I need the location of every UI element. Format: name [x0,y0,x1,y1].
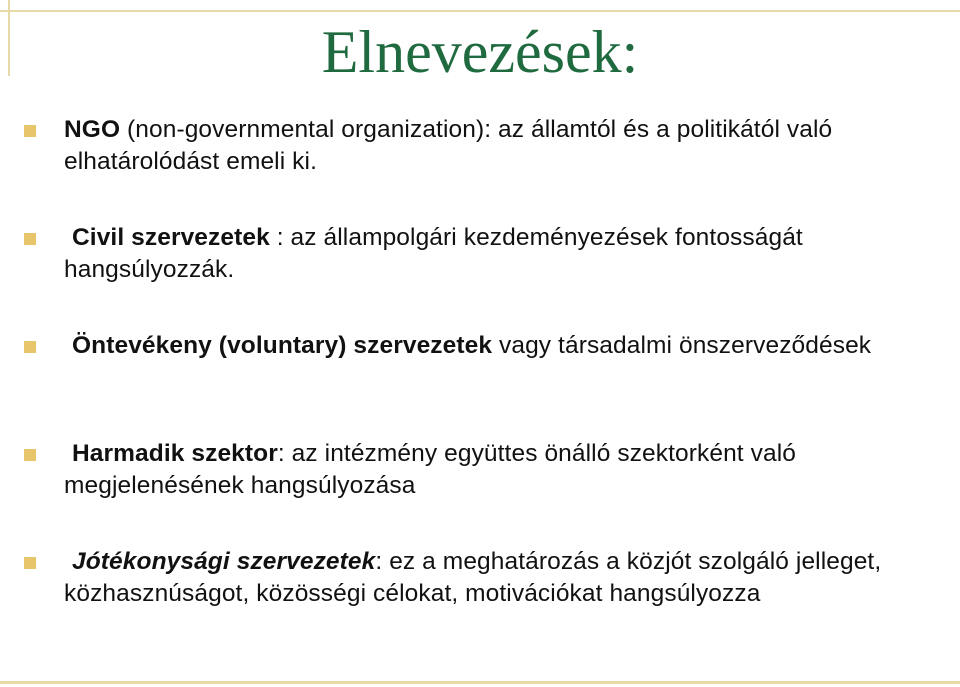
bullet-description: : az állampolgári kezdeményezések fontosságát hangsúlyozzák. [64,224,803,283]
square-bullet-icon [24,449,36,461]
bullet-term: Jótékonysági szervezetek [72,548,376,575]
square-bullet-icon [24,233,36,245]
bottom-decorative-rule [0,681,960,684]
bullet-text [64,546,944,610]
square-bullet-icon [24,341,36,353]
square-bullet-icon [24,557,36,569]
bullet-description: (non-governmental organization): az államtól és a politikától való elhatárolódást emeli ki. [64,116,833,175]
slide-title: Elnevezések: [321,19,639,85]
bullet-text [64,438,944,502]
top-decorative-rule [0,10,960,12]
bullet-term: NGO [64,116,121,143]
bullet-text [64,114,944,178]
bullet-description: vagy társadalmi önszerveződések [492,332,872,359]
bullet-text [64,330,944,362]
bullet-term: Öntevékeny (voluntary) szervezetek [72,332,493,359]
bullet-term: Harmadik szektor [72,440,278,467]
bullet-description: : az intézmény együttes önálló szektorként való megjelenésének hangsúlyozása [64,440,796,499]
bullet-text [64,222,944,286]
bullet-description: : ez a meghatározás a közjót szolgáló jelleget, közhasznúságot, közösségi célokat, motivációkat hangsúlyozza [64,548,882,607]
bullet-term: Civil szervezetek [72,224,270,251]
square-bullet-icon [24,125,36,137]
